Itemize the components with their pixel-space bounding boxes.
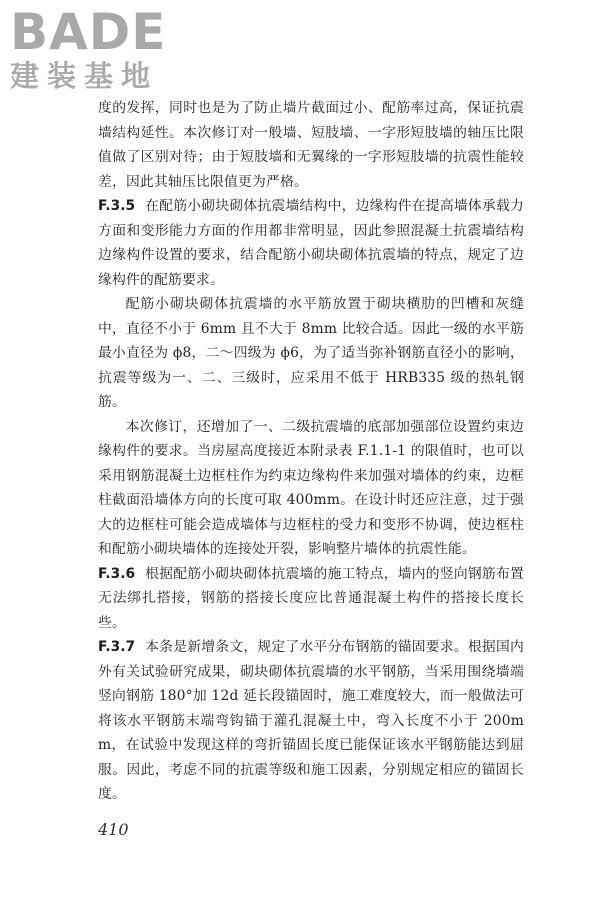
paragraph-text: 本条是新增条文，规定了水平分布钢筋的锚固要求。根据国内外有关试验研究成果，砌块砌体抗震墙的水平钢筋，当采用围绕墙端竖向钢筋 180°加 12d 延长段锚固时，施工难度较大，而一般做法可将该水平钢筋末端弯钩锚于灌孔混凝土中，弯入长度不小于 200mm，在试验中发现这样的弯折锚固长度已能保证该水平钢筋能达到屈服。因此，考虑不同的抗震等级和施工因素，分别规定相应的锚固长度。 [98,639,524,802]
paragraph-text: 度的发挥，同时也是为了防止墙片截面过小、配筋率过高，保证抗震墙结构延性。本次修订对一般墙、短肢墙、一字形短肢墙的轴压比限值做了区别对待；由于短肢墙和无翼缘的一字形短肢墙的抗震性能较差，因此其轴压比限值更为严格。 [98,100,524,190]
section-number: F.3.7 [98,639,136,655]
paragraph-f-3-5 [98,194,524,292]
logo-brand: BADE [10,3,167,61]
paragraph-f-3-7 [98,635,524,807]
section-number: F.3.6 [98,565,136,582]
section-number: F.3.5 [98,198,136,214]
paragraph-horizontal-bars [98,292,524,415]
paragraph-f-3-6 [98,562,524,636]
paragraph-text: 配筋小砌块砌体抗震墙的水平筋放置于砌块横肋的凹槽和灰缝中，直径不小于 6mm 且不大于 8mm 比较合适。因此一级的水平筋最小直径为 ϕ8，二～四级为 ϕ6，为了适当弥补钢筋直径小的影响，抗震等级为一、二、三级时，应采用不低于 HRB335 级的热轧钢筋。 [98,296,524,410]
paragraph-text: 本次修订，还增加了一、二级抗震墙的底部加强部位设置约束边缘构件的要求。当房屋高度接近本附录表 F.1.1-1 的限值时，也可以采用钢筋混凝土边框柱作为约束边缘构件来加强对墙体的约束，边框柱截面沿墙体方向的长度可取 400mm。在设计时还应注意，过于强大的边框柱可能会造成墙体与边框柱的受力和变形不协调，使边框柱和配筋小砌块墙体的连接处开裂，影响整片墙体的抗震性能。 [98,418,524,557]
logo [10,3,180,93]
paragraph-text: 在配筋小砌块砌体抗震墙结构中，边缘构件在提高墙体承载力方面和变形能力方面的作用都非常明显，因此参照混凝土抗震墙结构边缘构件设置的要求，结合配筋小砌块砌体抗震墙的特点，规定了边缘构件的配筋要求。 [98,198,524,288]
paragraph-revision [98,415,524,562]
page-number: 410 [98,820,129,839]
paragraph-text: 根据配筋小砌块砌体抗震墙的施工特点，墙内的竖向钢筋布置无法绑扎搭接，钢筋的搭接长度应比普通混凝土构件的搭接长度长些。 [98,565,524,631]
paragraph-continuation [98,96,524,194]
body-text [98,96,524,807]
logo-subtitle: 建装基地 [10,59,159,93]
